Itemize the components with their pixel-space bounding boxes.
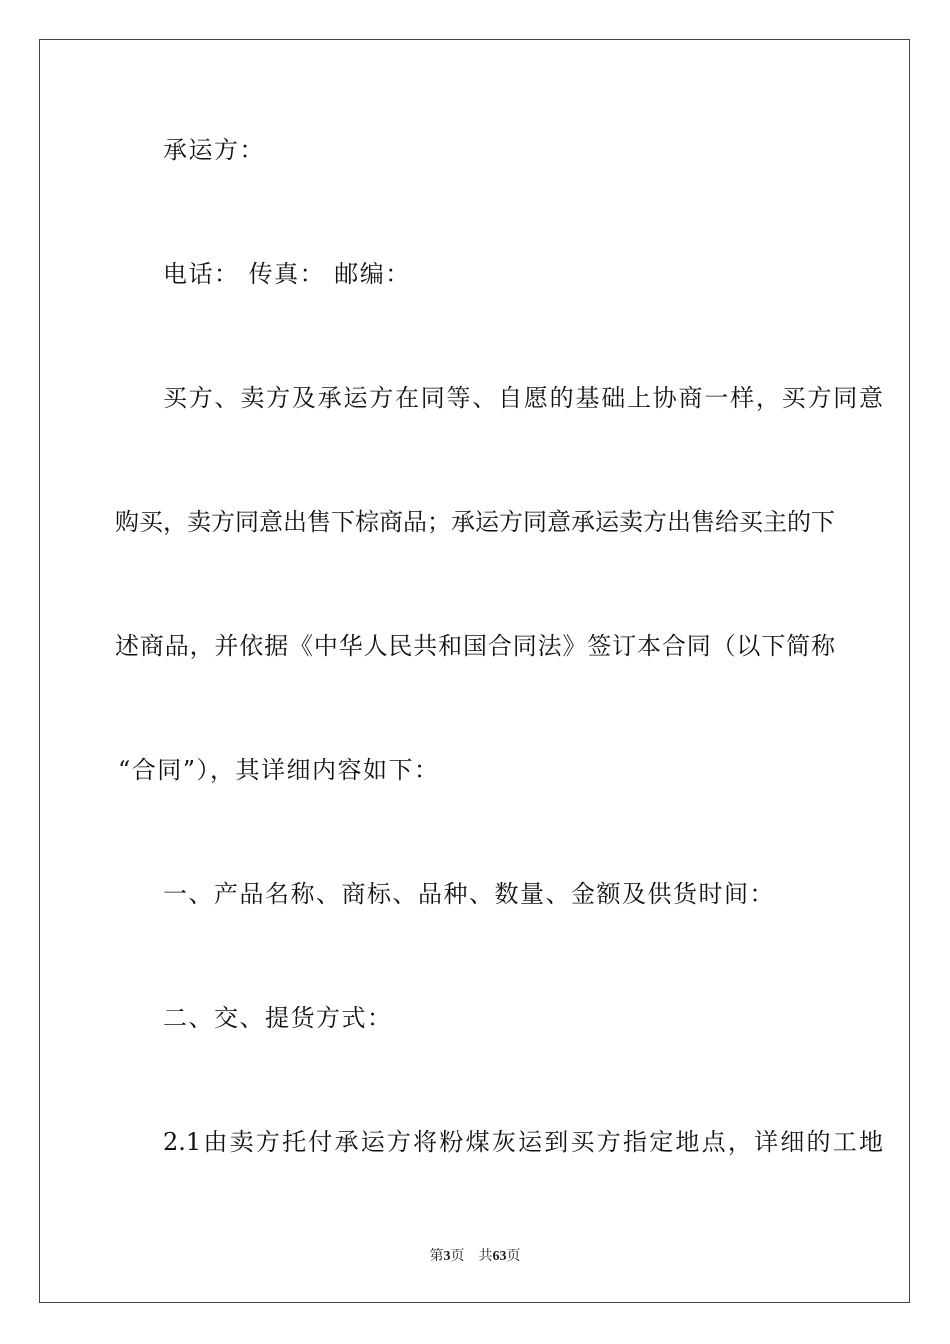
page-border <box>39 39 910 1303</box>
footer-total-pages: 63 <box>492 1249 507 1264</box>
footer-total-prefix: 共 <box>478 1249 493 1264</box>
text-line-section-2: 二、交、提货方式： <box>163 1004 393 1032</box>
text-line-paragraph-4: “合同”），其详细内容如下： <box>118 756 440 784</box>
footer-total-suffix: 页 <box>506 1249 521 1264</box>
text-line-paragraph-2: 购买，卖方同意出售下棕商品；承运方同意承运卖方出售给买主的下 <box>115 508 835 536</box>
text-line-paragraph-1: 买方、卖方及承运方在同等、自愿的基础上协商一样，买方同意 <box>163 384 883 412</box>
footer-page-prefix: 第 <box>429 1249 444 1264</box>
text-line-carrier: 承运方： <box>163 136 265 164</box>
footer-page-suffix: 页 <box>450 1249 465 1264</box>
text-line-paragraph-3: 述商品，并依据《中华人民共和国合同法》签订本合同（以下简称 <box>115 632 835 660</box>
text-line-clause-2-1: 2.1由卖方托付承运方将粉煤灰运到买方指定地点，详细的工地 <box>163 1128 883 1156</box>
text-line-section-1: 一、产品名称、商标、品种、数量、金额及供货时间： <box>163 880 775 908</box>
footer-page-number: 3 <box>443 1249 451 1264</box>
text-line-contact: 电话： 传真： 邮编： <box>163 260 411 288</box>
page-footer <box>0 1248 950 1266</box>
